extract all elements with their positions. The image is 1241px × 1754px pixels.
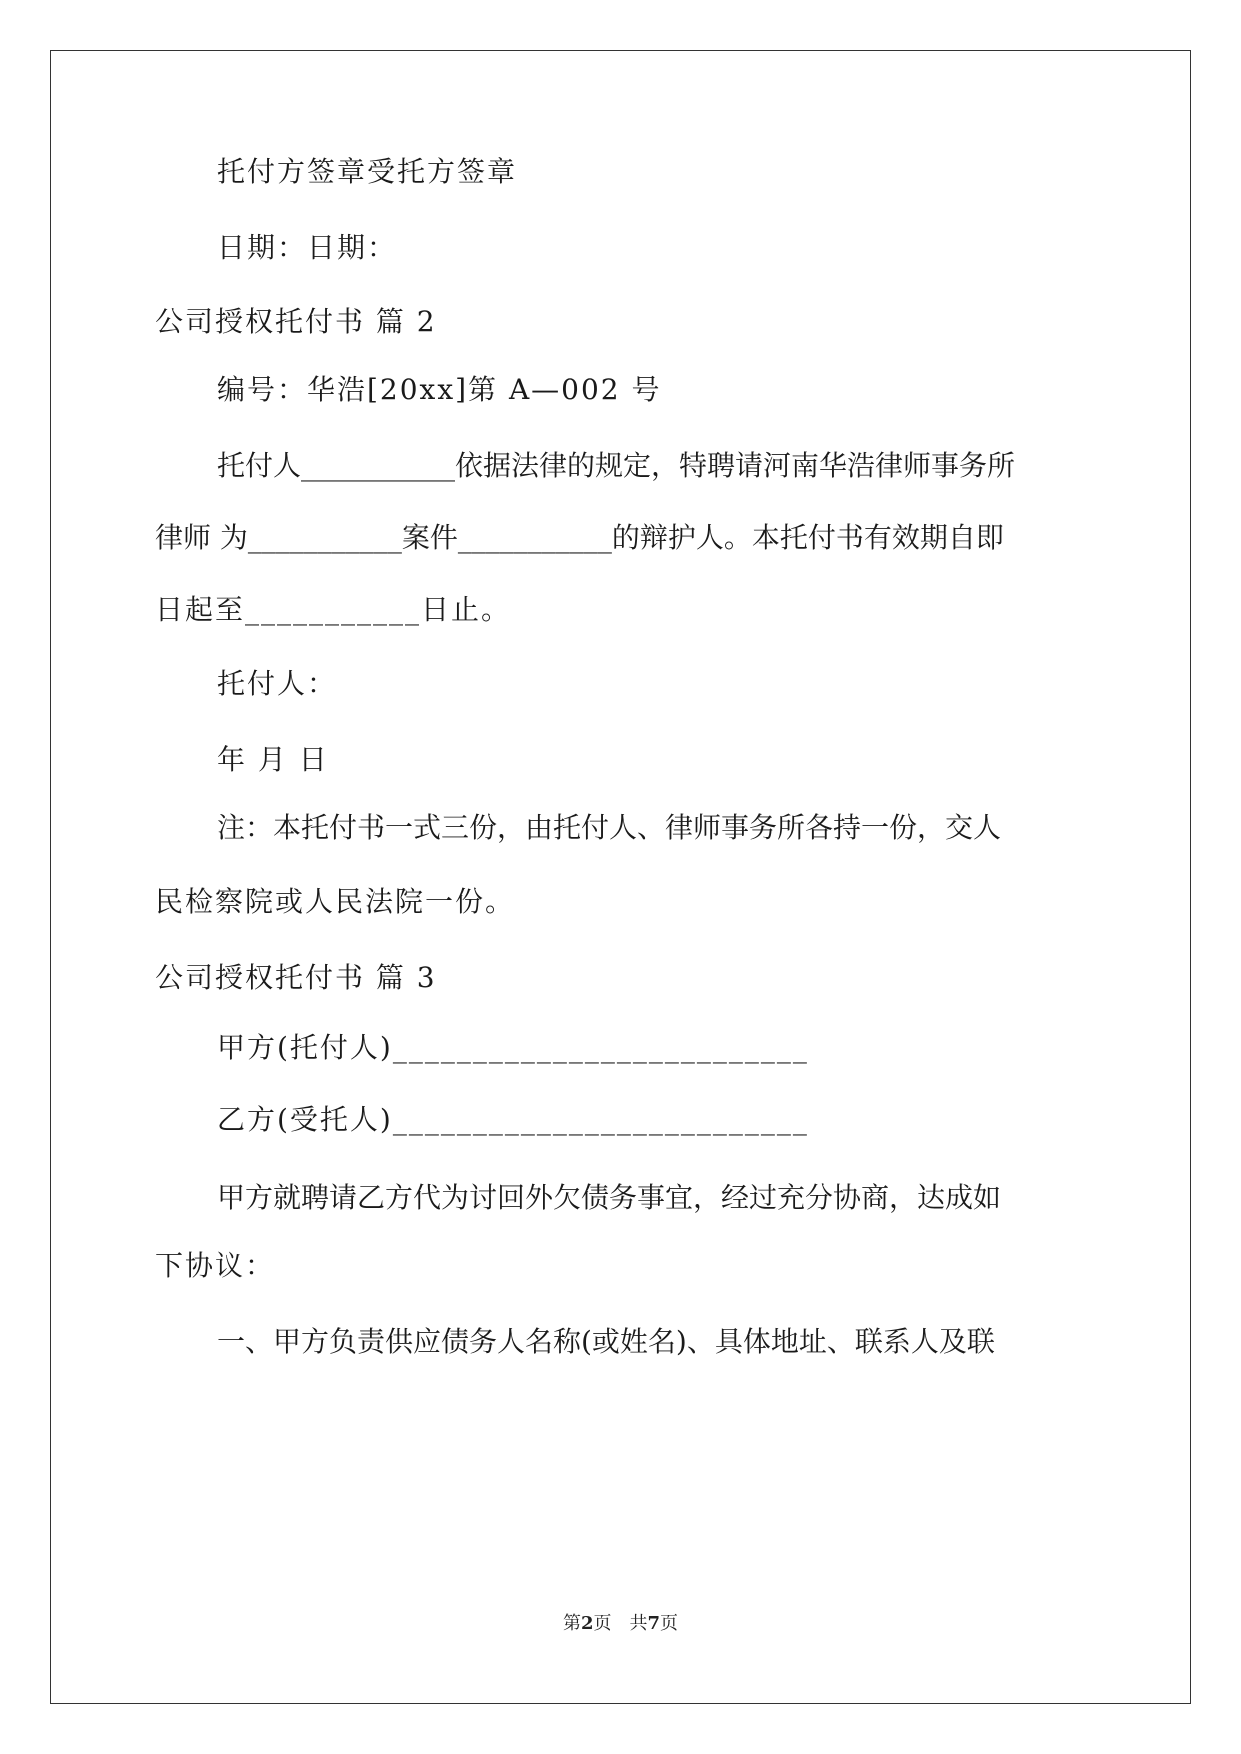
- principal-label: 托付人：: [217, 667, 338, 700]
- note-line: 民检察院或人民法院一份。: [155, 885, 516, 918]
- paragraph-line: 下协议：: [155, 1249, 276, 1282]
- document-number: 编号：华浩[20xx]第 A—002 号: [217, 373, 662, 406]
- section-heading-2: 公司授权托付书 篇 2: [155, 305, 437, 338]
- paragraph-line: 甲方就聘请乙方代为讨回外欠债务事宜，经过充分协商，达成如: [217, 1181, 1002, 1214]
- party-b-line: 乙方(受托人)__________________________: [217, 1103, 809, 1136]
- note-line: 注：本托付书一式三份，由托付人、律师事务所各持一份，交人: [217, 811, 1002, 844]
- footer-mid: 页 共: [593, 1613, 648, 1634]
- clause-line: 一、甲方负责供应债务人名称(或姓名)、具体地址、联系人及联: [217, 1325, 995, 1358]
- paragraph-line: 托付人___________依据法律的规定，特聘请河南华浩律师事务所: [217, 449, 1016, 482]
- current-page-number: 2: [580, 1613, 594, 1634]
- paragraph-line: 律师 为___________案件___________的辩护人。本托付书有效期自即: [155, 521, 1004, 554]
- party-a-line: 甲方(托付人)__________________________: [217, 1031, 809, 1064]
- paragraph-line: 日起至___________日止。: [155, 593, 512, 626]
- footer-suffix: 页: [660, 1613, 679, 1634]
- section-heading-3: 公司授权托付书 篇 3: [155, 961, 437, 994]
- footer-prefix: 第: [562, 1613, 581, 1634]
- date-line: 日期：日期：: [217, 231, 398, 264]
- page-footer: [0, 1612, 1241, 1636]
- signature-line: 托付方签章受托方签章: [217, 155, 518, 188]
- date-blank-line: 年 月 日: [217, 743, 329, 776]
- total-page-number: 7: [647, 1613, 661, 1634]
